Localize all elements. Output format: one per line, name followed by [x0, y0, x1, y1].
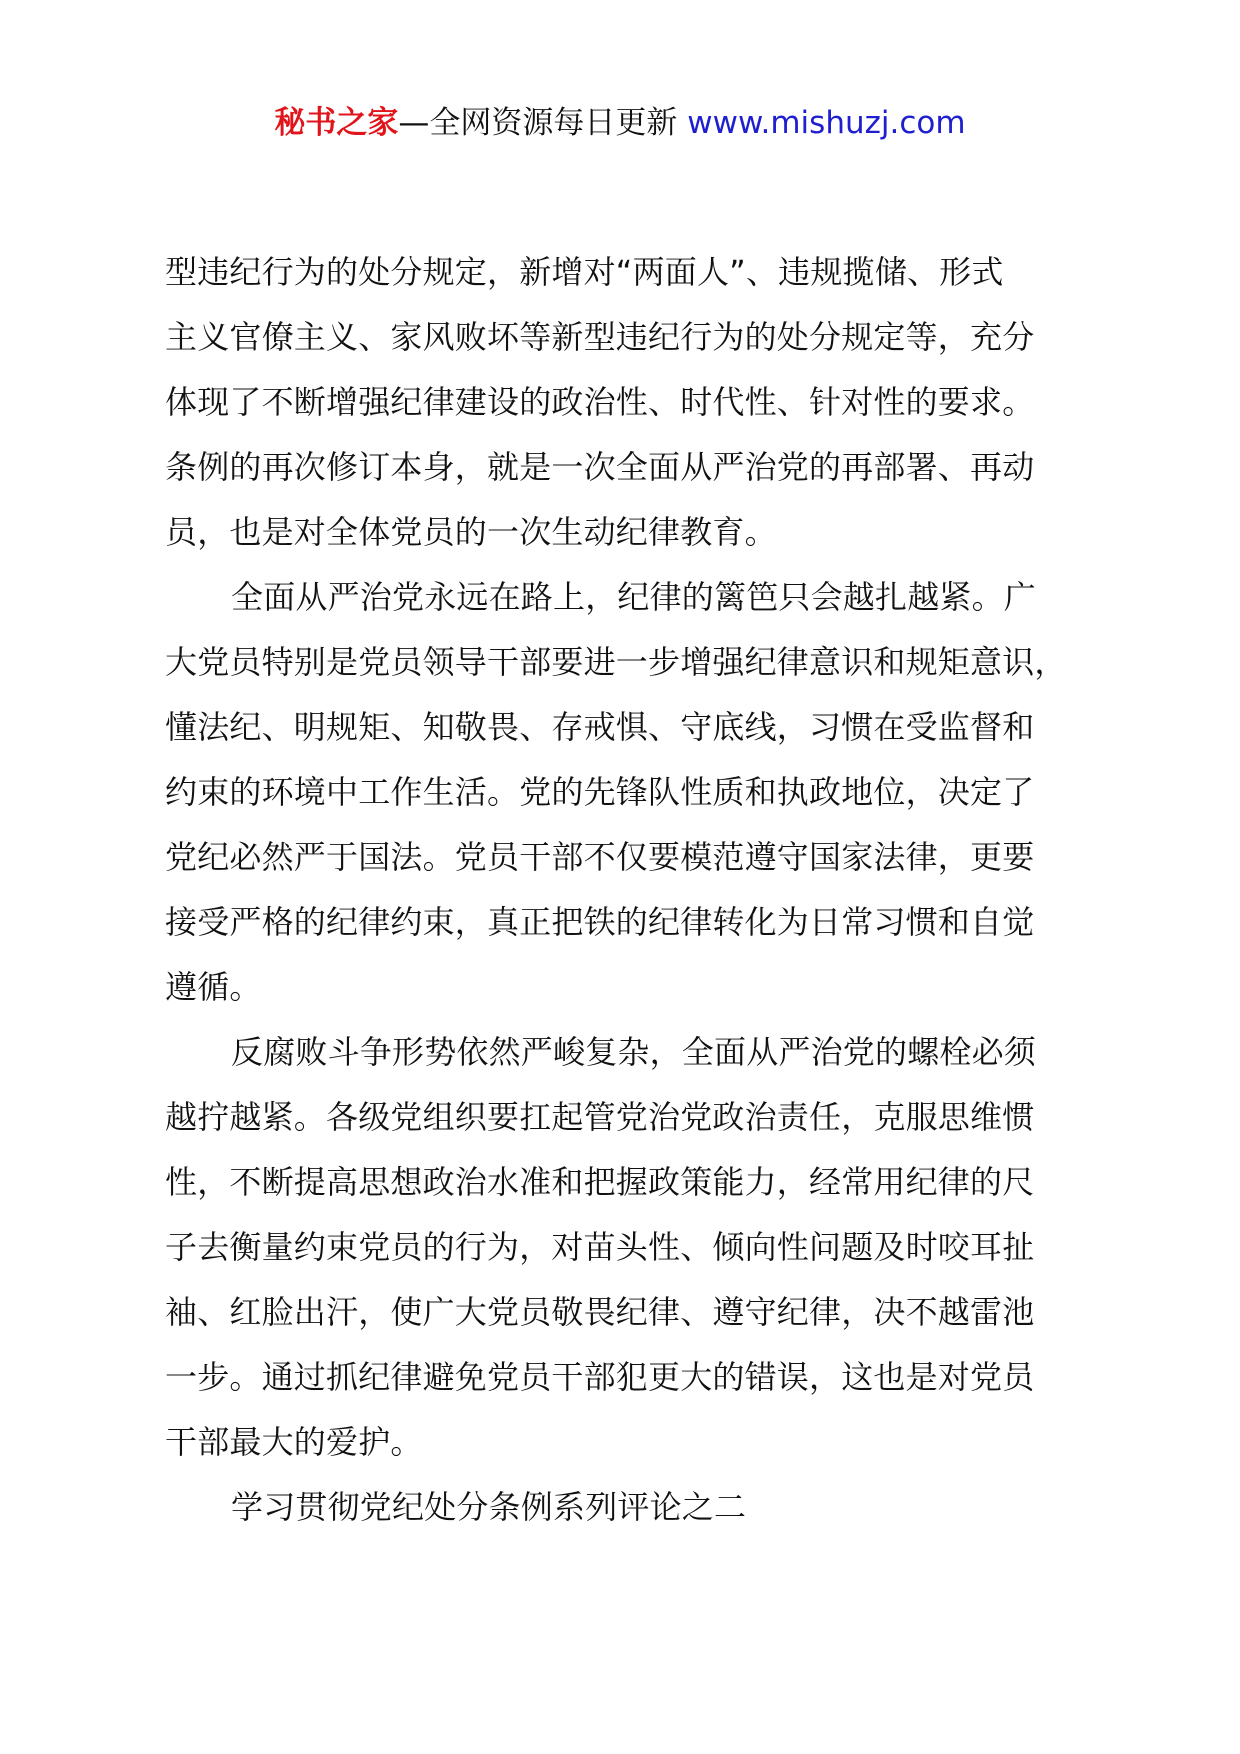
text-line: 全面从严治党永远在路上，纪律的篱笆只会越扎越紧。广: [231, 578, 1037, 616]
text-line: 子去衡量约束党员的行为，对苗头性、倾向性问题及时咬耳扯: [165, 1228, 1035, 1266]
text-line: 懂法纪、明规矩、知敬畏、存戒惧、守底线，习惯在受监督和: [165, 708, 1035, 746]
text-line: 大党员特别是党员领导干部要进一步增强纪律意识和规矩意识，: [165, 643, 1067, 681]
text-line: 袖、红脸出汗，使广大党员敬畏纪律、遵守纪律，决不越雷池: [165, 1293, 1035, 1331]
text-line: 接受严格的纪律约束，真正把铁的纪律转化为日常习惯和自觉: [165, 903, 1035, 941]
text-line: 学习贯彻党纪处分条例系列评论之二: [231, 1488, 747, 1526]
text-line: 一步。通过抓纪律避免党员干部犯更大的错误，这也是对党员: [165, 1358, 1035, 1396]
text-line: 员，也是对全体党员的一次生动纪律教育。: [165, 513, 777, 551]
text-line: 遵循。: [165, 968, 262, 1006]
text-line: 主义官僚主义、家风败坏等新型违纪行为的处分规定等，充分: [165, 318, 1035, 356]
document-body: [165, 240, 1115, 1540]
text-line: 反腐败斗争形势依然严峻复杂，全面从严治党的螺栓必须: [231, 1033, 1037, 1071]
header-tagline: —全网资源每日更新: [398, 105, 688, 141]
text-line: 体现了不断增强纪律建设的政治性、时代性、针对性的要求。: [165, 383, 1035, 421]
text-line: 条例的再次修订本身，就是一次全面从严治党的再部署、再动: [165, 448, 1035, 486]
header-url-link[interactable]: www.mishuzj.com: [687, 105, 966, 141]
text-line: 干部最大的爱护。: [165, 1423, 423, 1461]
text-line: 党纪必然严于国法。党员干部不仅要模范遵守国家法律，更要: [165, 838, 1035, 876]
page-header: [0, 100, 1240, 146]
text-line: 约束的环境中工作生活。党的先锋队性质和执政地位，决定了: [165, 773, 1035, 811]
text-line: 越拧越紧。各级党组织要扛起管党治党政治责任，克服思维惯: [165, 1098, 1035, 1136]
text-line: 性，不断提高思想政治水准和把握政策能力，经常用纪律的尺: [165, 1163, 1035, 1201]
text-line: 型违纪行为的处分规定，新增对“两面人”、违规揽储、形式: [165, 253, 1004, 291]
header-brand: 秘书之家: [274, 105, 399, 141]
